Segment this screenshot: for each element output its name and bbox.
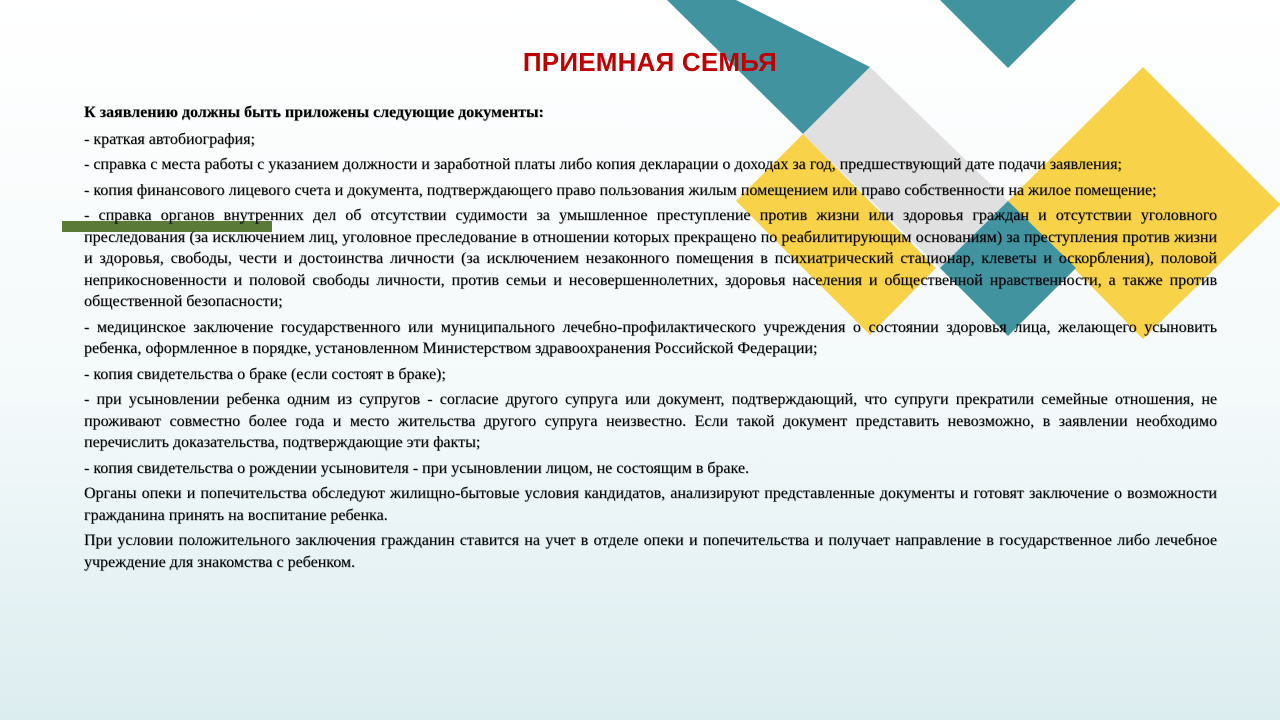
page-title: ПРИЕМНАЯ СЕМЬЯ: [522, 47, 778, 77]
list-item: - краткая автобиография;: [84, 130, 255, 148]
list-item: - копия свидетельства о браке (если состоят в браке);: [84, 365, 446, 383]
body-paragraph: Органы опеки и попечительства обследуют жилищно-бытовые условия кандидатов, анализируют представленные документы и готовят заключение о возможности гражданина принять на воспитание ребенка.: [84, 485, 1217, 524]
list-item: - копия свидетельства о рождении усыновителя - при усыновлении лицом, не состоящим в браке.: [84, 459, 749, 477]
list-item: - справка органов внутренних дел об отсутствии судимости за умышленное преступление против жизни или здоровья граждан и отсутствии уголовного преследования (за исключением лиц, уголовное преследование в отношении которых прекращено по реабилитирующим основаниям) за преступления против жизни и здоровья, свободы, чести и достоинства личности (за исключением незаконного помещения в психиатрический стационар, клеветы и оскорбления), половой неприкосновенности и половой свободы личности, против семьи и несовершеннолетних, здоровья населения и общественной нравственности, а также против общественной безопасности;: [84, 207, 1217, 310]
list-item: - медицинское заключение государственного или муниципального лечебно-профилактического учреждения о состоянии здоровья лица, желающего усыновить ребенка, оформленное в порядке, установленном Министерством здравоохранения Российской Федерации;: [84, 318, 1217, 357]
list-item: - справка с места работы с указанием должности и заработной платы либо копия декларации о доходах за год, предшествующий дате подачи заявления;: [84, 156, 1122, 173]
list-item: - при усыновлении ребенка одним из супругов - согласие другого супруга или документ, подтверждающий, что супруги прекратили семейные отношения, не проживают совместно более года и место жительства другого супруга неизвестно. Если такой документ представить невозможно, в заявлении необходимо перечислить доказательства, подтверждающие эти факты;: [84, 391, 1217, 451]
list-item: - копия финансового лицевого счета и документа, подтверждающего право пользования жилым помещением или право собственности на жилое помещение;: [84, 181, 1157, 199]
body-paragraph: При условии положительного заключения гражданин ставится на учет в отделе опеки и попечительства и получает направление в государственное либо лечебное учреждение для знакомства с ребенком.: [84, 532, 1217, 571]
content-body: [84, 102, 1217, 577]
lead-paragraph: К заявлению должны быть приложены следующие документы:: [84, 104, 544, 121]
